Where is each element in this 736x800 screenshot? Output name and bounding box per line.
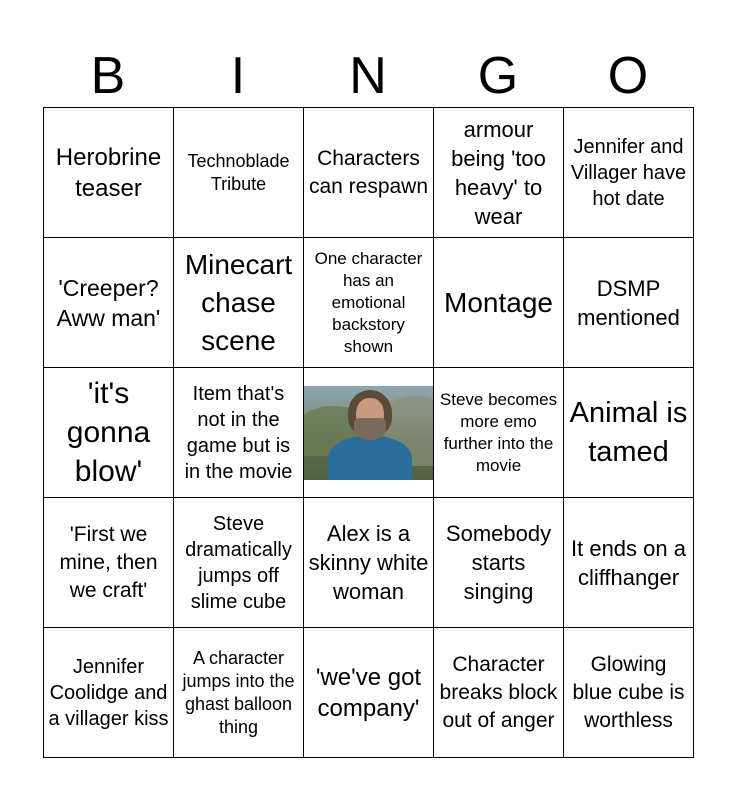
cell-text: Steve dramatically jumps off slime cube bbox=[185, 512, 292, 613]
cell-text: Animal is tamed bbox=[569, 396, 688, 468]
header-letter-b: B bbox=[90, 47, 126, 105]
bingo-header bbox=[43, 46, 693, 106]
header-letter-i: I bbox=[230, 47, 246, 105]
free-space-photo bbox=[304, 386, 433, 480]
cell-text: Herobrine teaser bbox=[55, 143, 162, 202]
bingo-cell[interactable] bbox=[564, 498, 694, 628]
cell-text: A character jumps into the ghast balloon thing bbox=[182, 647, 295, 737]
bingo-cell[interactable] bbox=[44, 108, 174, 238]
header-letter-g: G bbox=[477, 47, 519, 105]
bingo-cell[interactable] bbox=[44, 628, 174, 758]
cell-text: Minecart chase scene bbox=[184, 248, 293, 356]
bingo-cell[interactable] bbox=[304, 108, 434, 238]
cell-text: Glowing blue cube is worthless bbox=[572, 652, 685, 732]
cell-text: It ends on a cliffhanger bbox=[571, 535, 686, 590]
bingo-cell[interactable] bbox=[434, 628, 564, 758]
bingo-cell[interactable] bbox=[44, 498, 174, 628]
bingo-cell[interactable] bbox=[564, 368, 694, 498]
bingo-cell[interactable] bbox=[304, 238, 434, 368]
cell-text: Jennifer and Villager have hot date bbox=[570, 135, 687, 210]
cell-text: Alex is a skinny white woman bbox=[308, 521, 429, 604]
cell-text: Jennifer Coolidge and a villager kiss bbox=[48, 655, 169, 730]
cell-text: 'it's gonna blow' bbox=[66, 377, 151, 488]
bingo-cell[interactable] bbox=[174, 108, 304, 238]
bingo-cell[interactable] bbox=[434, 368, 564, 498]
cell-text: armour being 'too heavy' to wear bbox=[451, 116, 546, 229]
cell-text: Item that's not in the game but is in the movie bbox=[184, 382, 293, 483]
header-letter-n: N bbox=[349, 47, 387, 105]
free-space-cell[interactable] bbox=[304, 368, 434, 498]
header-letter-o: O bbox=[607, 47, 649, 105]
bingo-board bbox=[43, 107, 694, 758]
bingo-cell[interactable] bbox=[564, 628, 694, 758]
cell-text: Somebody starts singing bbox=[445, 521, 552, 604]
bingo-cell[interactable] bbox=[174, 628, 304, 758]
bingo-cell[interactable] bbox=[174, 498, 304, 628]
bingo-cell[interactable] bbox=[44, 368, 174, 498]
cell-text: Montage bbox=[444, 286, 553, 318]
bingo-cell[interactable] bbox=[174, 368, 304, 498]
cell-text: One character has an emotional backstory shown bbox=[314, 248, 423, 356]
cell-text: Character breaks block out of anger bbox=[439, 652, 558, 732]
cell-text: 'First we mine, then we craft' bbox=[59, 522, 158, 602]
bingo-cell[interactable] bbox=[434, 238, 564, 368]
bingo-cell[interactable] bbox=[564, 238, 694, 368]
bingo-cell[interactable] bbox=[564, 108, 694, 238]
cell-text: DSMP mentioned bbox=[577, 275, 680, 330]
cell-text: Steve becomes more emo further into the movie bbox=[439, 389, 558, 475]
cell-text: 'we've got company' bbox=[315, 663, 422, 722]
bingo-cell[interactable] bbox=[174, 238, 304, 368]
bingo-cell[interactable] bbox=[434, 108, 564, 238]
bingo-cell[interactable] bbox=[304, 628, 434, 758]
bingo-cell[interactable] bbox=[434, 498, 564, 628]
cell-text: Technoblade Tribute bbox=[187, 150, 290, 194]
bingo-cell[interactable] bbox=[304, 498, 434, 628]
bingo-cell[interactable] bbox=[44, 238, 174, 368]
cell-text: Characters can respawn bbox=[308, 146, 429, 198]
cell-text: 'Creeper? Aww man' bbox=[56, 274, 161, 331]
